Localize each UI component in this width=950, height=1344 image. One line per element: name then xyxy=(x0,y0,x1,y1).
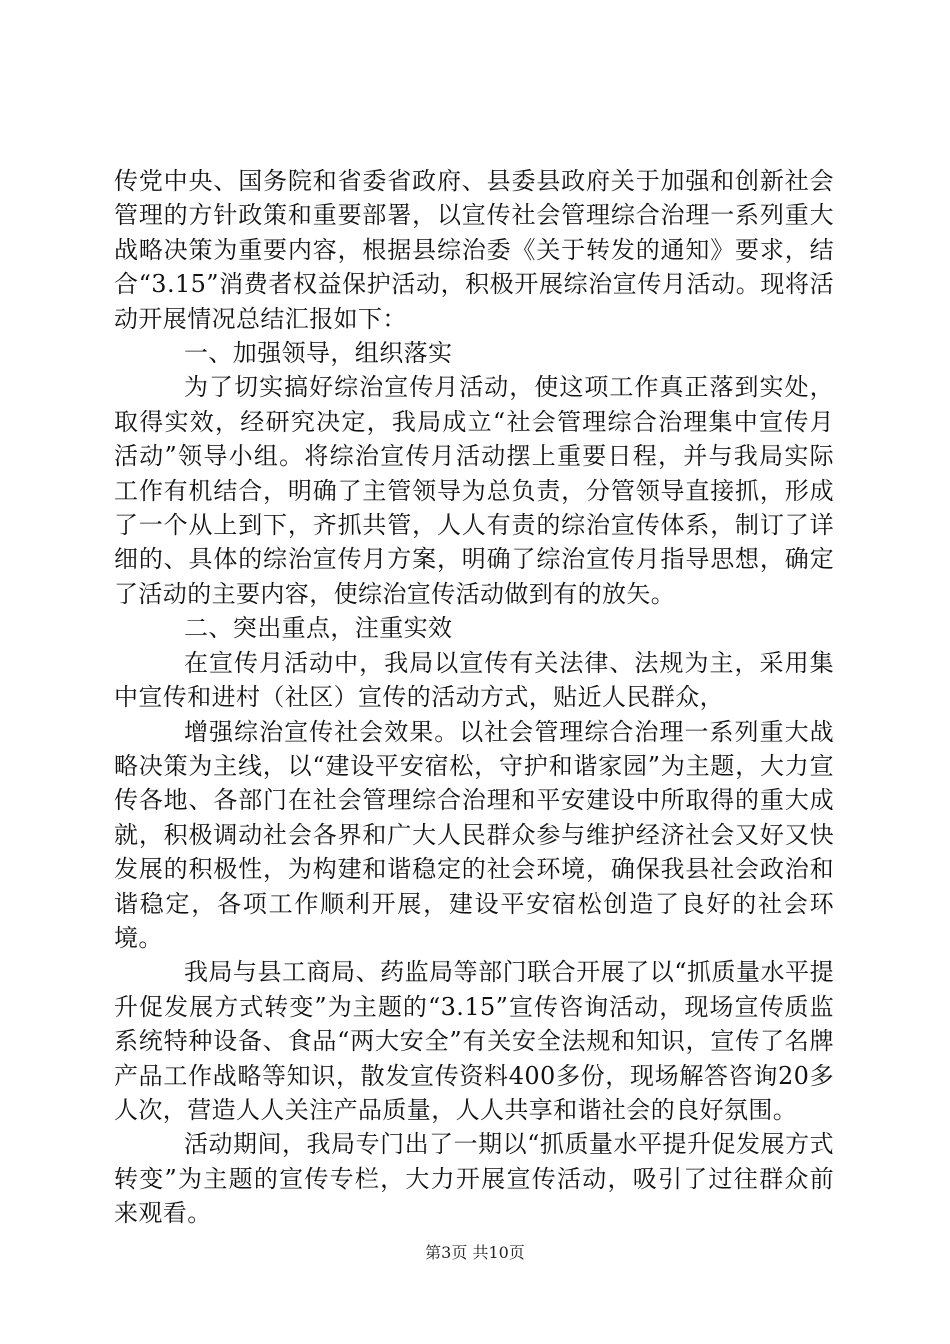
paragraph-joint-campaign: 我局与县工商局、药监局等部门联合开展了以“抓质量水平提升促发展方式转变”为主题的“3.15”宣传咨询活动，现场宣传质监系统特种设备、食品“两大安全”有关安全法规和知识，宣传了名牌产品工作战略等知识，散发宣传资料400多份，现场解答咨询20多人次，营造人人关注产品质量，人人共享和谐社会的良好氛围。 xyxy=(114,958,834,1124)
paragraph-activity: 在宣传月活动中，我局以宣传有关法律、法规为主，采用集中宣传和进村（社区）宣传的活动方式，贴近人民群众， xyxy=(114,648,834,712)
page-number-footer: 第3页 共10页 xyxy=(425,1243,525,1262)
paragraph-leadership: 为了切实搞好综治宣传月活动，使这项工作真正落到实处，取得实效，经研究决定，我局成立“社会管理综合治理集中宣传月活动”领导小组。将综治宣传月活动摆上重要日程，并与我局实际工作有机结合，明确了主管领导为总负责，分管领导直接抓，形成了一个从上到下，齐抓共管，人人有责的综治宣传体系，制订了详细的、具体的综治宣传月方案，明确了综治宣传月指导思想，确定了活动的主要内容，使综治宣传活动做到有的放矢。 xyxy=(114,373,834,608)
document-body xyxy=(114,164,834,1231)
paragraph-intro: 传党中央、国务院和省委省政府、县委县政府关于加强和创新社会管理的方针政策和重要部署，以宣传社会管理综合治理一系列重大战略决策为重要内容，根据县综治委《关于转发的通知》要求，结合“3.15”消费者权益保护活动，积极开展综治宣传月活动。现将活动开展情况总结汇报如下： xyxy=(114,167,834,333)
paragraph-column: 活动期间，我局专门出了一期以“抓质量水平提升促发展方式转变”为主题的宣传专栏，大力开展宣传活动，吸引了过往群众前来观看。 xyxy=(114,1130,834,1228)
paragraph-effect: 增强综治宣传社会效果。以社会管理综合治理一系列重大战略决策为主线，以“建设平安宿松，守护和谐家园”为主题，大力宣传各地、各部门在社会管理综合治理和平安建设中所取得的重大成就，积极调动社会各界和广大人民群众参与维护经济社会又好又快发展的积极性，为构建和谐稳定的社会环境，确保我县社会政治和谐稳定，各项工作顺利开展，建设平安宿松创造了良好的社会环境。 xyxy=(114,717,834,952)
section-heading-1: 一、加强领导，组织落实 xyxy=(184,339,453,368)
section-heading-2: 二、突出重点，注重实效 xyxy=(184,614,453,643)
